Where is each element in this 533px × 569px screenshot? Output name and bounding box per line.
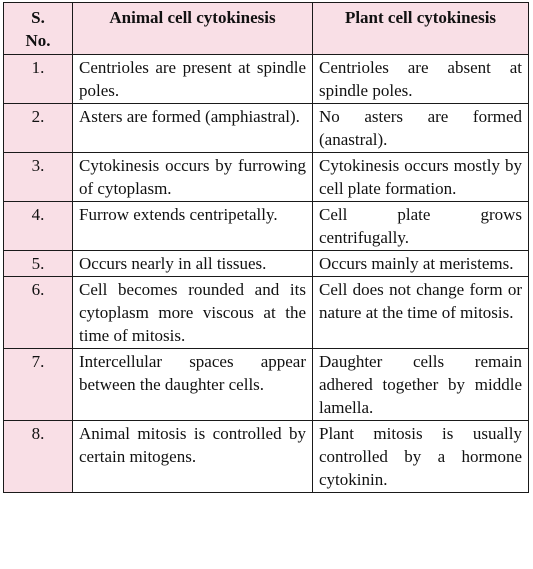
header-animal-cytokinesis: Animal cell cytokinesis xyxy=(73,3,313,55)
row-number: 5. xyxy=(4,251,73,277)
row-number: 6. xyxy=(4,277,73,349)
table-row xyxy=(4,251,529,277)
plant-cell-text: Cell does not change form or nature at the time of mitosis. xyxy=(313,277,529,349)
animal-cell-text: Centrioles are present at spindle poles. xyxy=(73,55,313,104)
plant-cell-text: No asters are formed (anastral). xyxy=(313,104,529,153)
table-row xyxy=(4,349,529,421)
table-row xyxy=(4,202,529,251)
row-number: 3. xyxy=(4,153,73,202)
row-number: 8. xyxy=(4,421,73,493)
animal-cell-text: Intercellular spaces appear between the daughter cells. xyxy=(73,349,313,421)
row-number: 4. xyxy=(4,202,73,251)
row-number: 7. xyxy=(4,349,73,421)
plant-cell-text: Centrioles are absent at spindle poles. xyxy=(313,55,529,104)
row-number: 1. xyxy=(4,55,73,104)
table-row xyxy=(4,277,529,349)
header-row xyxy=(4,3,529,55)
comparison-table-container xyxy=(3,2,528,493)
plant-cell-text: Occurs mainly at meristems. xyxy=(313,251,529,277)
cytokinesis-comparison-table xyxy=(3,2,529,493)
header-sno-line1: S. xyxy=(31,8,45,27)
animal-cell-text: Asters are formed (amphiastral). xyxy=(73,104,313,153)
animal-cell-text: Furrow extends centripetally. xyxy=(73,202,313,251)
plant-cell-text: Cell plate grows centrifugally. xyxy=(313,202,529,251)
header-serial-number xyxy=(4,3,73,55)
plant-cell-text: Cytokinesis occurs mostly by cell plate formation. xyxy=(313,153,529,202)
header-plant-cytokinesis: Plant cell cytokinesis xyxy=(313,3,529,55)
animal-cell-text: Occurs nearly in all tissues. xyxy=(73,251,313,277)
plant-cell-text: Daughter cells remain adhered together by middle lamella. xyxy=(313,349,529,421)
plant-cell-text: Plant mitosis is usually controlled by a hormone cytokinin. xyxy=(313,421,529,493)
animal-cell-text: Cytokinesis occurs by furrowing of cytoplasm. xyxy=(73,153,313,202)
table-row xyxy=(4,421,529,493)
animal-cell-text: Animal mitosis is controlled by certain mitogens. xyxy=(73,421,313,493)
table-row xyxy=(4,104,529,153)
table-row xyxy=(4,55,529,104)
animal-cell-text: Cell becomes rounded and its cytoplasm more viscous at the time of mitosis. xyxy=(73,277,313,349)
row-number: 2. xyxy=(4,104,73,153)
header-sno-line2: No. xyxy=(25,31,51,50)
table-row xyxy=(4,153,529,202)
